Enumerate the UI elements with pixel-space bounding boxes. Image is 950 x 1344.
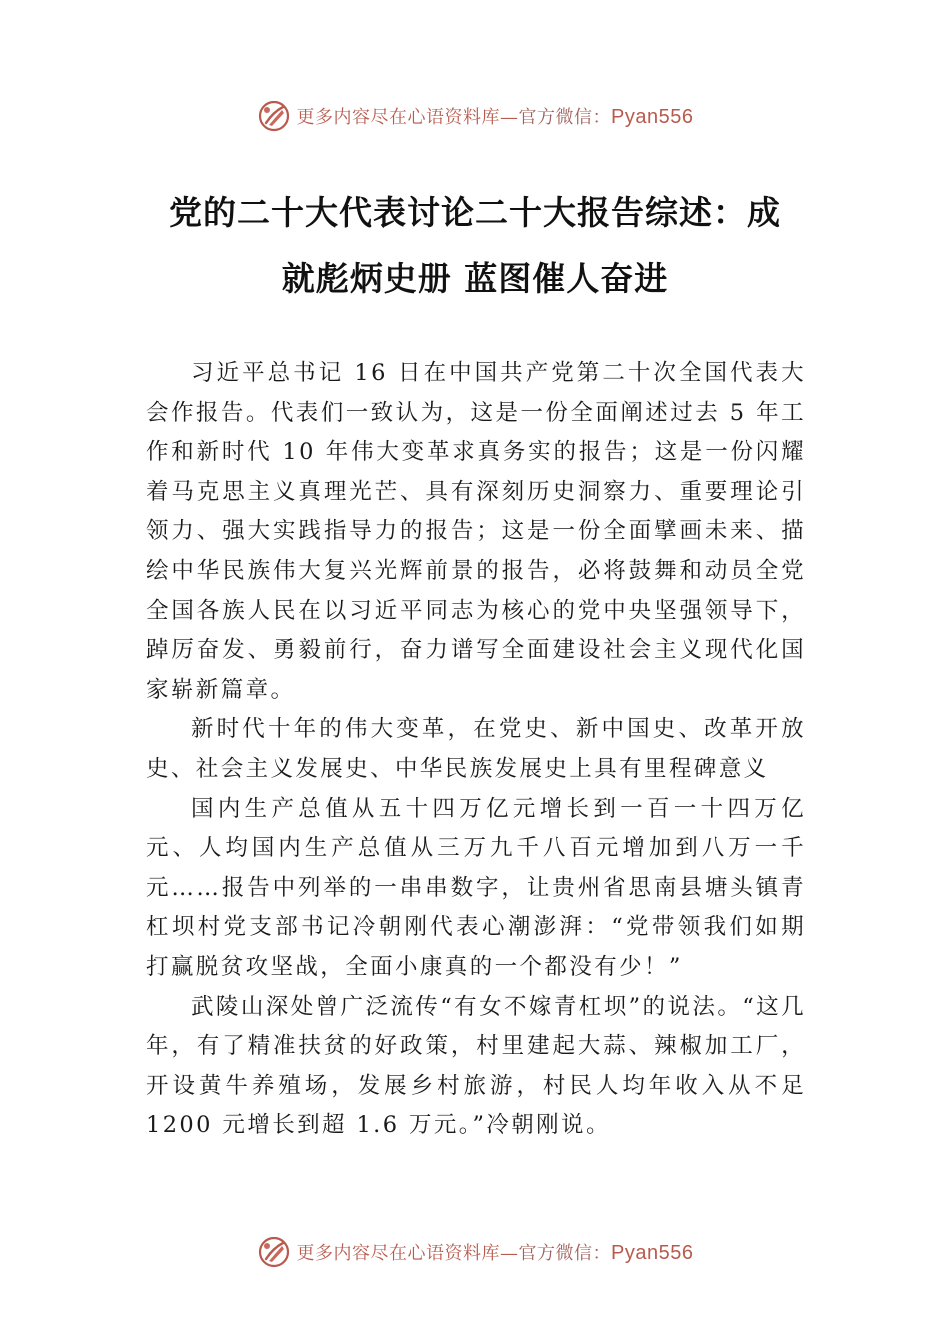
footer-banner xyxy=(0,1232,950,1272)
wechat-id: Pyan556 xyxy=(611,106,694,128)
paragraph-2: 新时代十年的伟大变革，在党史、新中国史、改革开放史、社会主义发展史、中华民族发展史上具有里程碑意义 xyxy=(146,716,806,782)
banner-text: 更多内容尽在心语资料库— xyxy=(296,1243,519,1264)
article-body xyxy=(146,354,806,1146)
wechat-id: Pyan556 xyxy=(611,1242,694,1264)
brand-logo-icon xyxy=(257,99,291,133)
brand-logo-icon xyxy=(257,1235,291,1269)
wechat-label: 官方微信： xyxy=(518,1243,612,1264)
paragraph-3: 国内生产总值从五十四万亿元增长到一百一十四万亿元、人均国内生产总值从三万九千八百元增加到八万一千元……报告中列举的一串串数字，让贵州省思南县塘头镇青杠坝村党支部书记冷朝刚代表心潮澎湃：“党带领我们如期打赢脱贫攻坚战，全面小康真的一个都没有少！” xyxy=(146,795,806,980)
paragraph-1: 习近平总书记 16 日在中国共产党第二十次全国代表大会作报告。代表们一致认为，这是一份全面阐述过去 5 年工作和新时代 10 年伟大变革求真务实的报告；这是一份闪耀着马克思主义真理光芒、具有深刻历史洞察力、重要理论引领力、强大实践指导力的报告；这是一份全面擘画未来、描绘中华民族伟大复兴光辉前景的报告，必将鼓舞和动员全党全国各族人民在以习近平同志为核心的党中央坚强领导下，踔厉奋发、勇毅前行，奋力谱写全面建设社会主义现代化国家崭新篇章。 xyxy=(146,360,806,703)
banner-text: 更多内容尽在心语资料库— xyxy=(296,107,519,128)
article-title xyxy=(130,180,820,312)
wechat-label: 官方微信： xyxy=(518,107,612,128)
title-line-2: 就彪炳史册 蓝图催人奋进 xyxy=(281,259,669,298)
paragraph-4: 武陵山深处曾广泛流传“有女不嫁青杠坝”的说法。“这几年，有了精准扶贫的好政策，村里建起大蒜、辣椒加工厂，开设黄牛养殖场，发展乡村旅游，村民人均年收入从不足 1200 元增长到超 1.6 万元。”冷朝刚说。 xyxy=(146,993,806,1139)
title-line-1: 党的二十大代表讨论二十大报告综述：成 xyxy=(169,193,781,232)
header-banner xyxy=(0,96,950,136)
